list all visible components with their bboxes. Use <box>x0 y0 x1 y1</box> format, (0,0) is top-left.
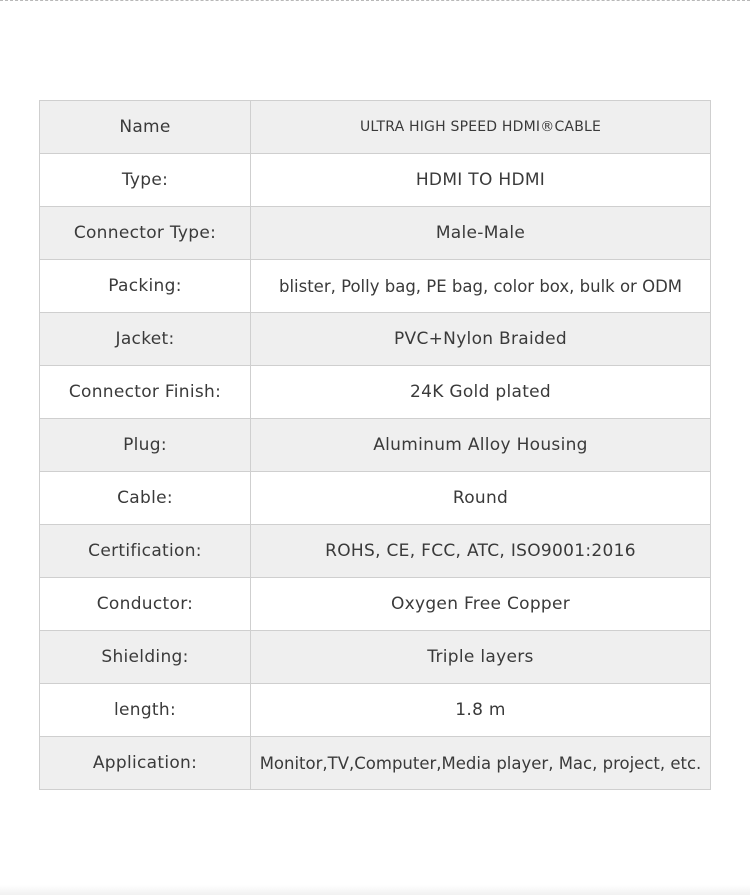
spec-value-shielding: Triple layers <box>251 631 711 684</box>
spec-value-type: HDMI TO HDMI <box>251 154 711 207</box>
spec-value-conductor: Oxygen Free Copper <box>251 578 711 631</box>
spec-value-connector-type: Male-Male <box>251 207 711 260</box>
spec-value-name: ULTRA HIGH SPEED HDMI®CABLE <box>251 101 711 154</box>
table-row <box>40 578 711 631</box>
spec-label-name: Name <box>40 101 251 154</box>
spec-label-length: length: <box>40 684 251 737</box>
spec-value-cable: Round <box>251 472 711 525</box>
spec-value-connector-finish: 24K Gold plated <box>251 366 711 419</box>
table-row <box>40 207 711 260</box>
spec-label-plug: Plug: <box>40 419 251 472</box>
spec-table <box>39 100 711 790</box>
spec-label-connector-type: Connector Type: <box>40 207 251 260</box>
spec-label-conductor: Conductor: <box>40 578 251 631</box>
spec-label-shielding: Shielding: <box>40 631 251 684</box>
table-row <box>40 313 711 366</box>
table-row <box>40 737 711 790</box>
table-row <box>40 154 711 207</box>
spec-value-jacket: PVC+Nylon Braided <box>251 313 711 366</box>
spec-value-packing: blister, Polly bag, PE bag, color box, bulk or ODM <box>251 260 711 313</box>
spec-value-application: Monitor,TV,Computer,Media player, Mac, project, etc. <box>251 737 711 790</box>
spec-label-packing: Packing: <box>40 260 251 313</box>
table-row <box>40 366 711 419</box>
table-row <box>40 631 711 684</box>
top-divider <box>0 0 750 1</box>
table-row <box>40 260 711 313</box>
spec-label-type: Type: <box>40 154 251 207</box>
spec-label-certification: Certification: <box>40 525 251 578</box>
bottom-edge-shade <box>0 885 750 895</box>
spec-value-plug: Aluminum Alloy Housing <box>251 419 711 472</box>
spec-label-application: Application: <box>40 737 251 790</box>
spec-label-jacket: Jacket: <box>40 313 251 366</box>
spec-label-connector-finish: Connector Finish: <box>40 366 251 419</box>
spec-value-certification: ROHS, CE, FCC, ATC, ISO9001:2016 <box>251 525 711 578</box>
spec-label-cable: Cable: <box>40 472 251 525</box>
spec-value-length: 1.8 m <box>251 684 711 737</box>
table-row <box>40 101 711 154</box>
table-row <box>40 472 711 525</box>
table-row <box>40 419 711 472</box>
table-row <box>40 525 711 578</box>
table-row <box>40 684 711 737</box>
